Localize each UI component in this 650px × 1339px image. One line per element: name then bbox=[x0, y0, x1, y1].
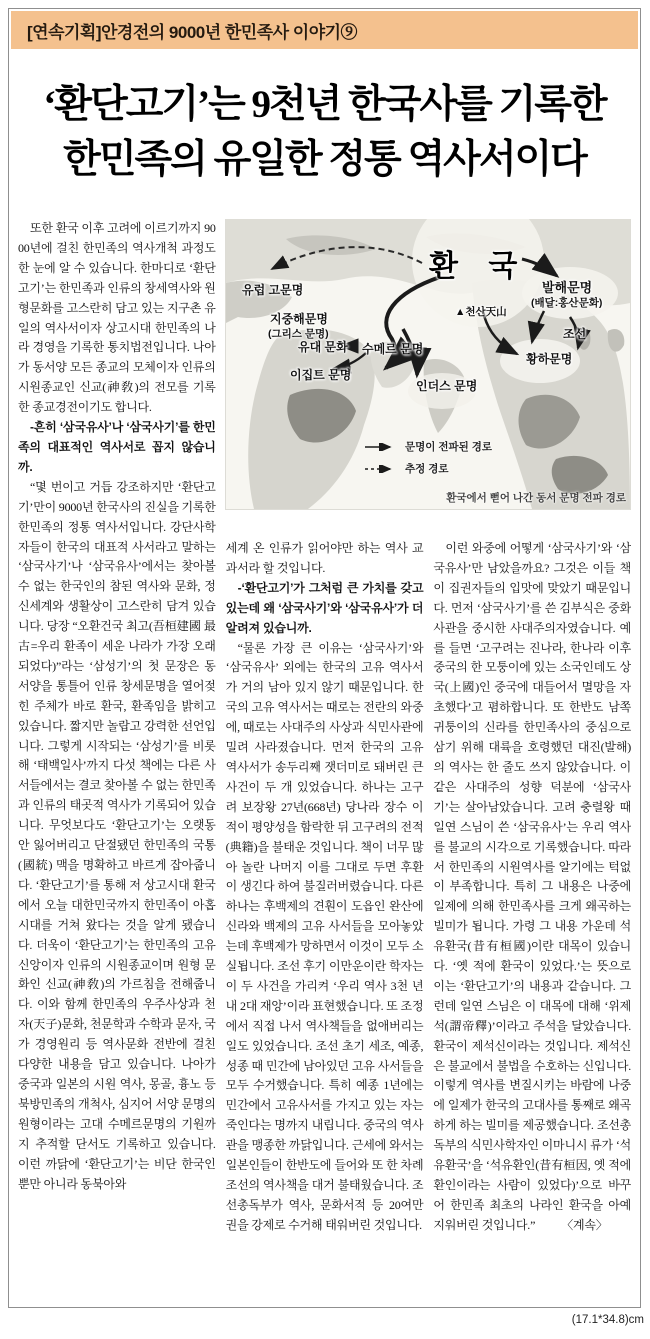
headline-line-1: ‘환단고기’는 9천년 한국사를 기록한 bbox=[43, 83, 606, 126]
headline bbox=[9, 77, 640, 187]
article-body bbox=[18, 219, 631, 1275]
paragraph: “몇 번이고 거듭 강조하지만 ‘환단고기’만이 9000년 한국사의 진실을 기록한 한민족의 정통 역사서입니다. 강단사학자들이 한국의 대표적 사서라고 말하는 ‘삼국사기’나 ‘삼국유사’에서는 찾아볼 수 없는 한국인의 참된 역사와 문화, 정신세계와 생활상이 고스란히 담겨 있습니다. 당장 “오환건국 최고(吾桓建國 最古=우리 환족이 세운 나라가 가장 오래되었다)”라는 ‘삼성기’의 첫 문장은 동서양을 통틀어 인류 창세문명을 열어젖힌 주체가 바로 환국, 환족임을 밝히고 있습니다. 짧지만 놀랍고 강력한 선언입니다. 그렇게 시작되는 ‘삼성기’를 비롯해 ‘태백일사’까지 다섯 책에는 다른 사서들에서는 결코 찾아볼 수 없는 한민족과 인류의 태곳적 역사가 기록되어 있습니다. 무엇보다도 ‘환단고기’는 오랫동안 잃어버리고 단절됐던 한민족의 국통(國統) 맥을 명확하고 바르게 잡아줍니다. ‘환단고기’를 통해 저 상고시대 환국에서 오늘 대한민국까지 한민족이 아홉 시대를 거쳐 왔다는 것을 알게 됐습니다. 더욱이 ‘환단고기’는 한민족의 고유 신앙이자 인류의 시원종교이며 원형 문화인 신교(神敎)의 가르침을 전해줍니다. 이와 함께 한민족의 우주사상과 천자(天子)문화, 천문학과 수학과 문자, 국가 경영원리 등 역사문화 전반에 걸친 다양한 내용을 담고 있습니다. 나아가 중국과 일본의 시원 역사, 몽골, 흉노 등 북방민족의 개척사, 심지어 서양 문명의 원형이라는 고대 수메르문명의 기원까지 추적할 단서도 기록하고 있습니다. 이런 까닭에 ‘환단고기’는 비단 한국인뿐만 아니라 동북아와 bbox=[18, 479, 216, 1191]
map-label-judea: 유대 문화 bbox=[298, 340, 348, 354]
paragraph bbox=[433, 539, 631, 1236]
map-caption: 환국에서 뻗어 나간 동서 문명 전파 경로 bbox=[446, 492, 626, 504]
map-label-balhae: 발해문명 bbox=[542, 280, 593, 295]
map-label-balhae-sub: (배달:홍산문화) bbox=[531, 297, 603, 309]
legend-label: 문명이 전파된 경로 bbox=[405, 441, 492, 453]
series-title: [연속기획]안경전의 9000년 한민족사 이야기⑨ bbox=[27, 22, 358, 42]
map-label-mediterranean: 지중해문명 bbox=[270, 312, 328, 326]
legend-label: 추정 경로 bbox=[405, 463, 449, 475]
map-label-yellow-river: 황하문명 bbox=[526, 352, 573, 366]
solid-route-arrow-icon bbox=[364, 443, 398, 451]
map-label-mediterranean-sub: (그리스 문명) bbox=[268, 328, 329, 340]
dashed-route-arrow-icon bbox=[364, 465, 398, 473]
legend-row-solid bbox=[364, 439, 492, 454]
series-header-band bbox=[11, 11, 638, 49]
paragraph: 또한 환국 이후 고려에 이르기까지 9000년에 걸친 한민족의 역사개척 과정도 한 눈에 알 수 있습니다. 한마디로 ‘환단고기’는 한민족과 인류의 창세역사와 원형문화를 고스란히 담고 있는 지구촌 유일의 역사서이자 상고시대 한민족의 나라 경영을 기록한 통치법전입니다. 나아가 동서양 모든 종교의 모체이자 인류의 시원종교인 신교(神敎)의 전모를 기록한 종교경전이기도 합니다. bbox=[18, 221, 216, 415]
map-label-joseon: 조선 bbox=[563, 327, 587, 341]
map-label-egypt: 이집트 문명 bbox=[290, 368, 352, 382]
paragraph: “물론 가장 큰 이유는 ‘삼국사기’와 ‘삼국유사’ 외에는 한국의 고유 역사서가 거의 남아 있지 않기 때문입니다. 한국의 고유 역사서는 때로는 전란의 와중에, 때로는 사대주의 사상과 식민사관에 밀려 사라졌습니다. 먼저 한국의 고유 역사서가 송두리째 잿더미로 돼버린 큰 사건이 두 개 있었습니다. 하나는 고구려 보장왕 27년(668년) 당나라 장수 이적이 평양성을 함락한 뒤 고구려의 전적(典籍)을 불태운 것입니다. 책이 너무 많아 놀란 나머지 이를 그대로 두면 후환이 생긴다 하여 불질러버렸습니다. 다른 하나는 후백제의 견훤이 도읍인 완산에 신라와 백제의 고유 사서들을 모아놓았는데 후백제가 망하면서 이것이 모두 소실됩니다. 조선 후기 이만운이란 학자는 이 두 사건을 가리켜 ‘우리 역사 3천 년 내 2대 재앙’이라 표현했습니다. 또 조정에서 직접 나서 역사책들을 없애버리는 일도 있었습니다. 조선 초기 세조, 예종, 성종 때 민간에 남아있던 고유 사서들을 모두 수거했습니다. 특히 예종 1년에는 민간에서 고유사서를 가지고 있는 자는 죽인다는 명까지 내립니다. 중국의 역사관을 맹종한 까닭입니다. 근세에 와서는 일본인들이 한반도에 들어와 또 한 차례 조선의 역사책을 대거 불태웠습니다. 조선총독부가 역사, 문화서적 등 20여만 권을 강제로 수거해 태워버린 것입니다. bbox=[225, 640, 424, 1232]
map-legend bbox=[364, 439, 492, 476]
map-label-tianshan: ▲천산天山 bbox=[455, 306, 507, 318]
map-label-hwanguk: 환 국 bbox=[429, 250, 529, 283]
interview-question: -‘환단고기’가 그처럼 큰 가치를 갖고 있는데 왜 ‘삼국사기’와 ‘삼국유사’가 더 알려져 있습니까. bbox=[225, 580, 424, 635]
legend-row-dashed bbox=[364, 461, 492, 476]
column-1 bbox=[18, 219, 216, 1275]
paragraph: 세계 온 인류가 읽어야만 하는 역사 교과서라 할 것입니다. bbox=[225, 541, 424, 575]
civilization-map bbox=[226, 219, 630, 509]
interview-question: -흔히 ‘삼국유사’나 ‘삼국사기’를 한민족의 대표적인 역사서로 꼽지 않습니까. bbox=[18, 420, 216, 474]
article-frame bbox=[8, 8, 641, 1308]
continued-marker: 〈계속〉 bbox=[561, 1217, 608, 1232]
map-label-indus: 인더스 문명 bbox=[416, 379, 478, 393]
size-note: (17.1*34.8)cm bbox=[571, 1314, 644, 1326]
paragraph-text: 이런 와중에 어떻게 ‘삼국사기’와 ‘삼국유사’만 남았을까요? 그것은 이들 책이 집권자들의 입맛에 맞았기 때문입니다. 먼저 ‘삼국사기’를 쓴 김부식은 중화 사관을 중시한 사대주의자였습니다. 예를 들면 ‘고구려는 진나라, 한나라 이후 중국의 한 모퉁이에 있는 소국인데도 상국(上國)인 중국에 대들어서 멸망을 자초했다’고 폄하합니다. 또 한반도 남쪽 귀퉁이의 신라를 한민족사의 중심으로 삼기 위해 대륙을 호령했던 대진(발해)의 역사는 한 줄도 쓰지 않았습니다. 이 같은 사대주의 성향 덕분에 ‘삼국사기’는 살아남았습니다. 고려 충렬왕 때 일연 스님이 쓴 ‘삼국유사’는 우리 역사를 불교의 시각으로 기록했습니다. 따라서 한민족의 시원역사를 알기에는 턱없이 부족합니다. 특히 그 내용은 나중에 일제에 의해 한민족사를 크게 왜곡하는 빌미가 됩니다. 가령 그 내용 가운데 석유환국(昔有桓國)이란 대목이 있습니다. ‘옛 적에 환국이 있었다.’는 뜻으로 이는 ‘환단고기’의 내용과 같습니다. 그런데 일연 스님은 이 대목에 대해 ‘위제석(謂帝釋)’이라고 주석을 달았습니다. 환국이 제석신이라는 것입니다. 제석신은 불교에서 불법을 수호하는 신입니다. 이렇게 역사를 변질시키는 바람에 나중에 일제가 한국의 고대사를 통째로 왜곡하게 하는 빌미를 제공했습니다. 조선총독부의 식민사학자인 이마니시 류가 ‘석유환국’을 ‘석유환인(昔有桓因, 옛 적에 환인이라는 사람이 있었다)’으로 바꾸어 한민족 최초의 나라인 환국을 아예 지워버린 것입니다.” bbox=[433, 541, 631, 1232]
map-label-europe: 유럽 고문명 bbox=[242, 283, 304, 297]
headline-line-2: 한민족의 유일한 정통 역사서이다 bbox=[63, 138, 586, 181]
map-label-sumer: 수메르 문명 bbox=[362, 342, 424, 356]
